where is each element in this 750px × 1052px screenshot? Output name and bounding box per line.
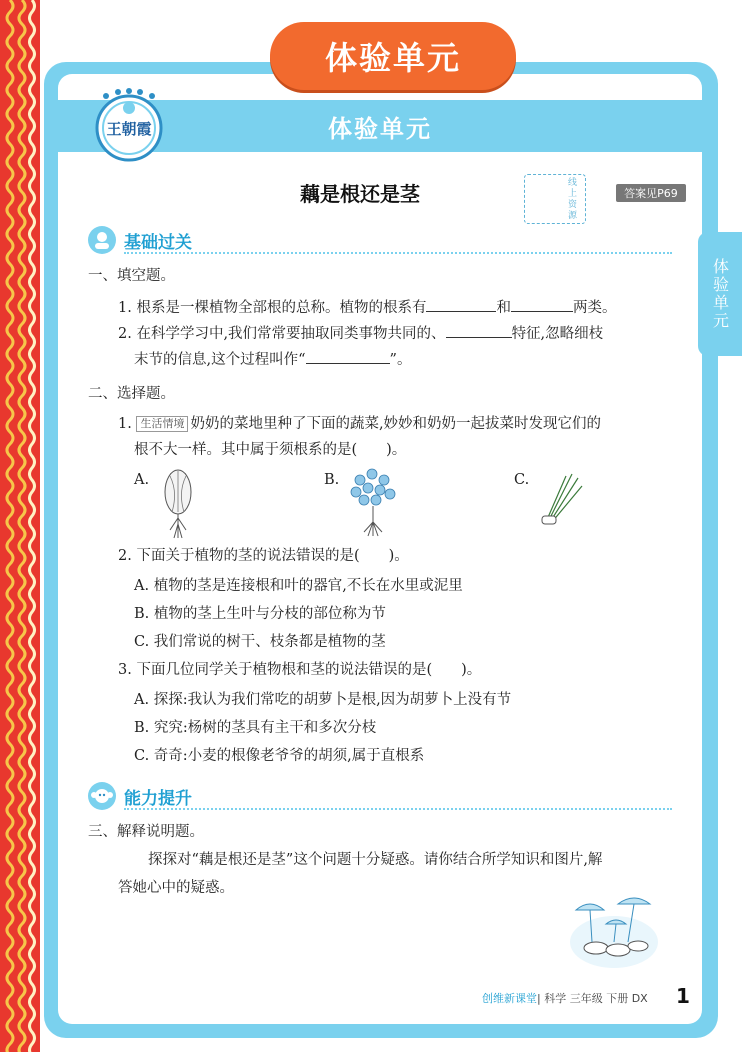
option-b-label[interactable]: B. (324, 472, 340, 488)
q1-item1-num: 1. (118, 300, 132, 316)
q1-item2-text-b: 特征,忽略细枝 (511, 326, 604, 342)
footer-info (482, 990, 648, 1006)
q2-item3-option-a[interactable]: A. 探探:我认为我们常吃的胡萝卜是根,因为胡萝卜上没有节 (134, 692, 512, 708)
q1-item2-line1 (118, 322, 603, 344)
q2-item3-stem (118, 660, 481, 680)
q2-item2-option-b[interactable]: B. 植物的茎上生叶与分枝的部位称为节 (134, 606, 386, 622)
q2-item1-line2: 根不大一样。其中属于须根系的是( )。 (134, 442, 407, 458)
option-a-label[interactable]: A. (134, 472, 150, 488)
answer-blank[interactable] (426, 296, 496, 312)
q3-line1: 探探对“藕是根还是茎”这个问题十分疑惑。请你结合所学知识和图片,解 (148, 852, 603, 868)
q1-heading: 一、填空题。 (88, 268, 175, 284)
unit-title: 体验单元 (328, 114, 432, 143)
q1-item1-text-a: 根系是一棵植物全部根的总称。植物的根系有 (136, 300, 427, 316)
logo-text: 王朝霞 (106, 120, 152, 138)
qr-label: 线上资源 (568, 178, 578, 221)
context-tag: 生活情境 (136, 416, 188, 432)
answer-blank[interactable] (446, 322, 512, 338)
cabbage-image (156, 466, 200, 542)
answer-blank[interactable] (306, 348, 390, 364)
q2-item1-num: 1. (118, 416, 132, 432)
q2-item3-stem-text: 下面几位同学关于植物根和茎的说法错误的是( )。 (136, 662, 482, 678)
q1-item1-text-c: 两类。 (572, 300, 617, 316)
monkey-icon (88, 782, 116, 810)
q3-heading: 三、解释说明题。 (88, 824, 204, 840)
q1-item2-text-d: ”。 (389, 352, 412, 368)
answer-blank[interactable] (511, 296, 573, 312)
unit-banner (270, 22, 516, 90)
section-basic-header (88, 226, 192, 254)
q1-item2-num: 2. (118, 326, 132, 342)
section-divider (124, 252, 672, 254)
page-number: 1 (676, 984, 690, 1008)
section-ability-header (88, 782, 192, 810)
q2-item3-option-b[interactable]: B. 究究:杨树的茎具有主干和多次分枝 (134, 720, 377, 736)
q1-item2-text-a: 在科学学习中,我们常常要抽取同类事物共同的、 (136, 326, 446, 342)
q2-heading: 二、选择题。 (88, 386, 175, 402)
q2-item2-option-a[interactable]: A. 植物的茎是连接根和叶的器官,不长在水里或泥里 (134, 578, 463, 594)
q2-item2-option-c[interactable]: C. 我们常说的树干、枝条都是植物的茎 (134, 634, 386, 650)
leafy-vegetable-image (346, 466, 400, 538)
q2-item2-num: 2. (118, 548, 132, 564)
side-tab-label: 体验单元 (710, 258, 730, 330)
q2-item1-line1-text: 奶奶的菜地里种了下面的蔬菜,妙妙和奶奶一起拔菜时发现它们的 (190, 416, 602, 432)
q2-item2-stem-text: 下面关于植物的茎的说法错误的是( )。 (136, 548, 409, 564)
q3-line2: 答她心中的疑惑。 (118, 880, 234, 896)
side-tab (698, 232, 742, 356)
green-onion-image (538, 468, 588, 528)
section-ability-title: 能力提升 (124, 788, 192, 809)
q1-item2-line2 (134, 348, 411, 370)
student-icon (88, 226, 116, 254)
unit-banner-title: 体验单元 (324, 39, 461, 77)
left-decorative-band (0, 0, 40, 1052)
footer-book-info: | 科学 三年级 下册 DX (537, 992, 648, 1005)
q1-item1-text-b: 和 (496, 300, 511, 316)
q2-item3-num: 3. (118, 662, 132, 678)
lesson-title: 藕是根还是茎 (300, 182, 420, 206)
section-basic-title: 基础过关 (124, 232, 192, 253)
answer-reference: 答案见P69 (616, 184, 686, 202)
q1-item1 (118, 296, 616, 318)
section-divider (124, 808, 672, 810)
publisher-logo (86, 86, 172, 162)
q2-item1-line1 (118, 414, 601, 434)
q2-item3-option-c[interactable]: C. 奇奇:小麦的根像老爷爷的胡须,属于直根系 (134, 748, 425, 764)
option-c-label[interactable]: C. (514, 472, 530, 488)
q1-item2-text-c: 末节的信息,这个过程叫作“ (134, 352, 306, 368)
q2-item2-stem (118, 546, 409, 566)
footer-brand: 创维新课堂 (482, 992, 537, 1005)
lotus-root-image (566, 890, 662, 970)
